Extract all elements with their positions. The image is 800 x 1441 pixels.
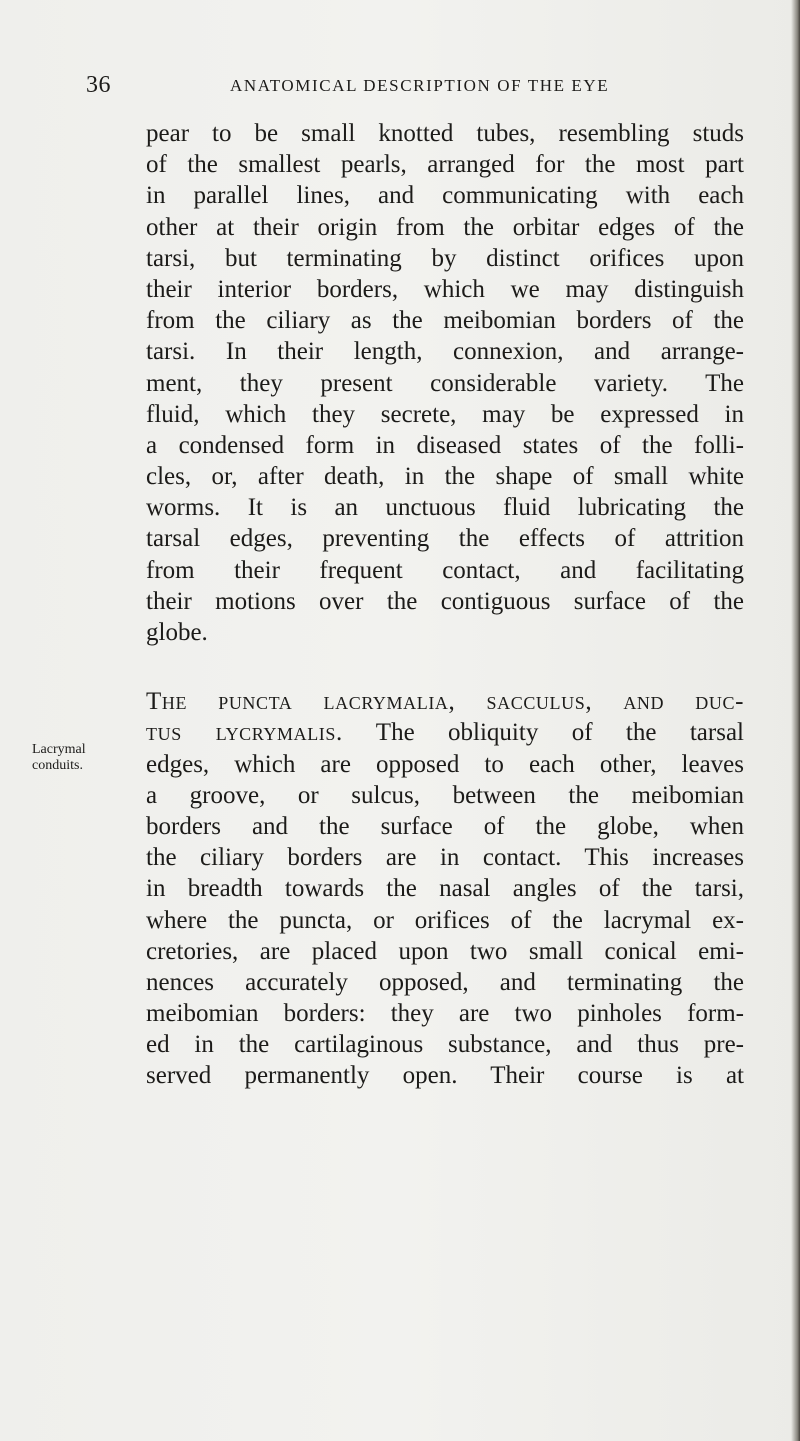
page-edge-shadow [791, 0, 800, 1441]
section-heading-continued: tus lycrymalis. [146, 719, 343, 747]
section-heading: The puncta lacrymalia, sacculus, and duc- [146, 688, 744, 716]
paragraph-2 [146, 686, 744, 1091]
paragraph-gap [146, 648, 744, 686]
text-line: tarsi. In their length, connexion, and arrange- [146, 338, 744, 366]
text-line: edges, which are opposed to each other, leaves [146, 750, 744, 778]
paragraph-1 [146, 118, 744, 648]
text-fragment: The obliquity of the tarsal [342, 719, 744, 747]
text-line: ment, they present considerable variety. The [146, 369, 744, 397]
text-line: tarsal edges, preventing the effects of attrition [146, 525, 744, 553]
text-line: ed in the cartilaginous substance, and thus pre- [146, 1031, 744, 1059]
text-line: their motions over the contiguous surface of the [146, 587, 744, 615]
text-line: borders and the surface of the globe, when [146, 812, 744, 840]
text-line: the ciliary borders are in contact. This increases [146, 844, 744, 872]
margin-note-line: Lacrymal [32, 742, 86, 757]
margin-note [32, 742, 122, 774]
text-line: a groove, or sulcus, between the meibomian [146, 781, 744, 809]
body-text [146, 118, 744, 1092]
text-line: from the ciliary as the meibomian borders of the [146, 307, 744, 335]
text-line: worms. It is an unctuous fluid lubricating the [146, 494, 744, 522]
page-header [0, 72, 800, 102]
text-line: cles, or, after death, in the shape of small white [146, 463, 744, 491]
text-line: meibomian borders: they are two pinholes form- [146, 1000, 744, 1028]
text-line: fluid, which they secrete, may be expressed in [146, 400, 744, 428]
text-line: served permanently open. Their course is at [146, 1062, 744, 1090]
text-line [146, 717, 744, 748]
page-number: 36 [86, 72, 111, 98]
text-line: a condensed form in diseased states of the folli- [146, 431, 744, 459]
text-line: tarsi, but terminating by distinct orifices upon [146, 244, 744, 272]
text-line: other at their origin from the orbitar edges of the [146, 213, 744, 241]
text-line: globe. [146, 619, 208, 646]
running-head: ANATOMICAL DESCRIPTION OF THE EYE [230, 76, 610, 95]
text-line: in breadth towards the nasal angles of the tarsi, [146, 875, 744, 903]
text-line: nences accurately opposed, and terminating the [146, 968, 744, 996]
text-line: cretories, are placed upon two small conical emi- [146, 937, 744, 965]
text-line: from their frequent contact, and facilitating [146, 556, 744, 584]
margin-note-line: conduits. [32, 758, 83, 773]
text-line: in parallel lines, and communicating with each [146, 182, 744, 210]
text-line: pear to be small knotted tubes, resembling studs [146, 120, 744, 147]
text-line: their interior borders, which we may distinguish [146, 275, 744, 303]
text-line: where the puncta, or orifices of the lacrymal ex- [146, 906, 744, 934]
text-line: of the smallest pearls, arranged for the most part [146, 151, 744, 179]
